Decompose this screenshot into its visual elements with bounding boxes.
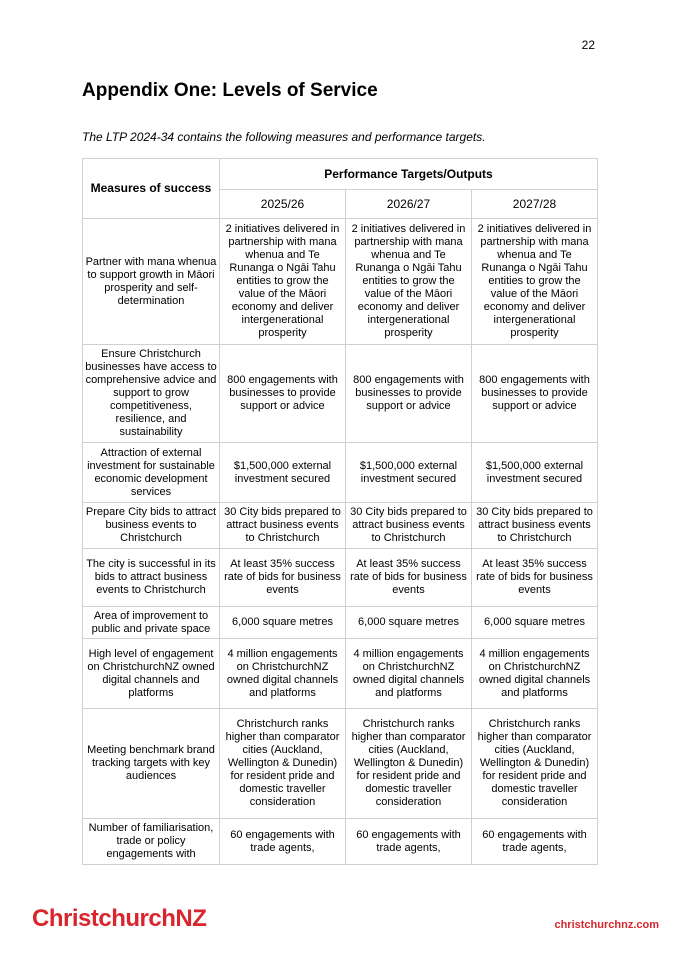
target-cell: 2 initiatives delivered in partnership with mana whenua and Te Runanga o Ngāi Tahu entities to grow the value of the Māori economy and deliver intergenerational prosperity xyxy=(472,219,598,345)
christchurchnz-logo: ChristchurchNZ xyxy=(32,905,207,932)
page-number: 22 xyxy=(581,38,595,52)
levels-of-service-table xyxy=(82,158,598,865)
measure-cell: High level of engagement on ChristchurchNZ owned digital channels and platforms xyxy=(83,639,220,709)
target-cell: 6,000 square metres xyxy=(346,607,472,639)
table-row xyxy=(83,219,598,345)
table-row xyxy=(83,819,598,865)
target-cell: 2 initiatives delivered in partnership with mana whenua and Te Runanga o Ngāi Tahu entities to grow the value of the Māori economy and deliver intergenerational prosperity xyxy=(220,219,346,345)
target-cell: 4 million engagements on ChristchurchNZ owned digital channels and platforms xyxy=(346,639,472,709)
target-cell: 2 initiatives delivered in partnership with mana whenua and Te Runanga o Ngāi Tahu entities to grow the value of the Māori economy and deliver intergenerational prosperity xyxy=(346,219,472,345)
target-cell: 800 engagements with businesses to provide support or advice xyxy=(472,345,598,443)
page-title: Appendix One: Levels of Service xyxy=(82,80,378,101)
table-row xyxy=(83,639,598,709)
target-cell: At least 35% success rate of bids for business events xyxy=(220,549,346,607)
target-cell: 6,000 square metres xyxy=(220,607,346,639)
year-header: 2026/27 xyxy=(346,190,472,219)
target-cell: Christchurch ranks higher than comparator cities (Auckland, Wellington & Dunedin) for resident pride and domestic traveller consideration xyxy=(472,709,598,819)
measure-cell: Partner with mana whenua to support growth in Māori prosperity and self-determination xyxy=(83,219,220,345)
target-cell: At least 35% success rate of bids for business events xyxy=(346,549,472,607)
table-row xyxy=(83,549,598,607)
table-row xyxy=(83,709,598,819)
measures-header: Measures of success xyxy=(83,159,220,219)
footer-url[interactable]: christchurchnz.com xyxy=(554,919,659,931)
measure-cell: Prepare City bids to attract business events to Christchurch xyxy=(83,503,220,549)
measure-cell: Meeting benchmark brand tracking targets with key audiences xyxy=(83,709,220,819)
target-cell: $1,500,000 external investment secured xyxy=(472,443,598,503)
measure-cell: Attraction of external investment for sustainable economic development services xyxy=(83,443,220,503)
measure-cell: Ensure Christchurch businesses have access to comprehensive advice and support to grow competitiveness, resilience, and sustainability xyxy=(83,345,220,443)
target-cell: 30 City bids prepared to attract business events to Christchurch xyxy=(220,503,346,549)
intro-text: The LTP 2024-34 contains the following measures and performance targets. xyxy=(82,130,486,144)
target-cell: 30 City bids prepared to attract business events to Christchurch xyxy=(346,503,472,549)
measure-cell: Number of familiarisation, trade or policy engagements with xyxy=(83,819,220,865)
target-cell: 4 million engagements on ChristchurchNZ owned digital channels and platforms xyxy=(472,639,598,709)
year-header: 2025/26 xyxy=(220,190,346,219)
table-row xyxy=(83,443,598,503)
target-cell: Christchurch ranks higher than comparator cities (Auckland, Wellington & Dunedin) for resident pride and domestic traveller consideration xyxy=(220,709,346,819)
table-row xyxy=(83,345,598,443)
target-cell: At least 35% success rate of bids for business events xyxy=(472,549,598,607)
table-row xyxy=(83,503,598,549)
measure-cell: Area of improvement to public and private space xyxy=(83,607,220,639)
year-header: 2027/28 xyxy=(472,190,598,219)
target-cell: 30 City bids prepared to attract business events to Christchurch xyxy=(472,503,598,549)
target-cell: 800 engagements with businesses to provide support or advice xyxy=(220,345,346,443)
target-cell: $1,500,000 external investment secured xyxy=(346,443,472,503)
measure-cell: The city is successful in its bids to attract business events to Christchurch xyxy=(83,549,220,607)
target-cell: 4 million engagements on ChristchurchNZ owned digital channels and platforms xyxy=(220,639,346,709)
target-cell: 6,000 square metres xyxy=(472,607,598,639)
targets-header: Performance Targets/Outputs xyxy=(220,159,598,190)
target-cell: Christchurch ranks higher than comparator cities (Auckland, Wellington & Dunedin) for resident pride and domestic traveller consideration xyxy=(346,709,472,819)
target-cell: 60 engagements with trade agents, xyxy=(220,819,346,865)
target-cell: 800 engagements with businesses to provide support or advice xyxy=(346,345,472,443)
target-cell: 60 engagements with trade agents, xyxy=(346,819,472,865)
table-row xyxy=(83,607,598,639)
target-cell: 60 engagements with trade agents, xyxy=(472,819,598,865)
target-cell: $1,500,000 external investment secured xyxy=(220,443,346,503)
